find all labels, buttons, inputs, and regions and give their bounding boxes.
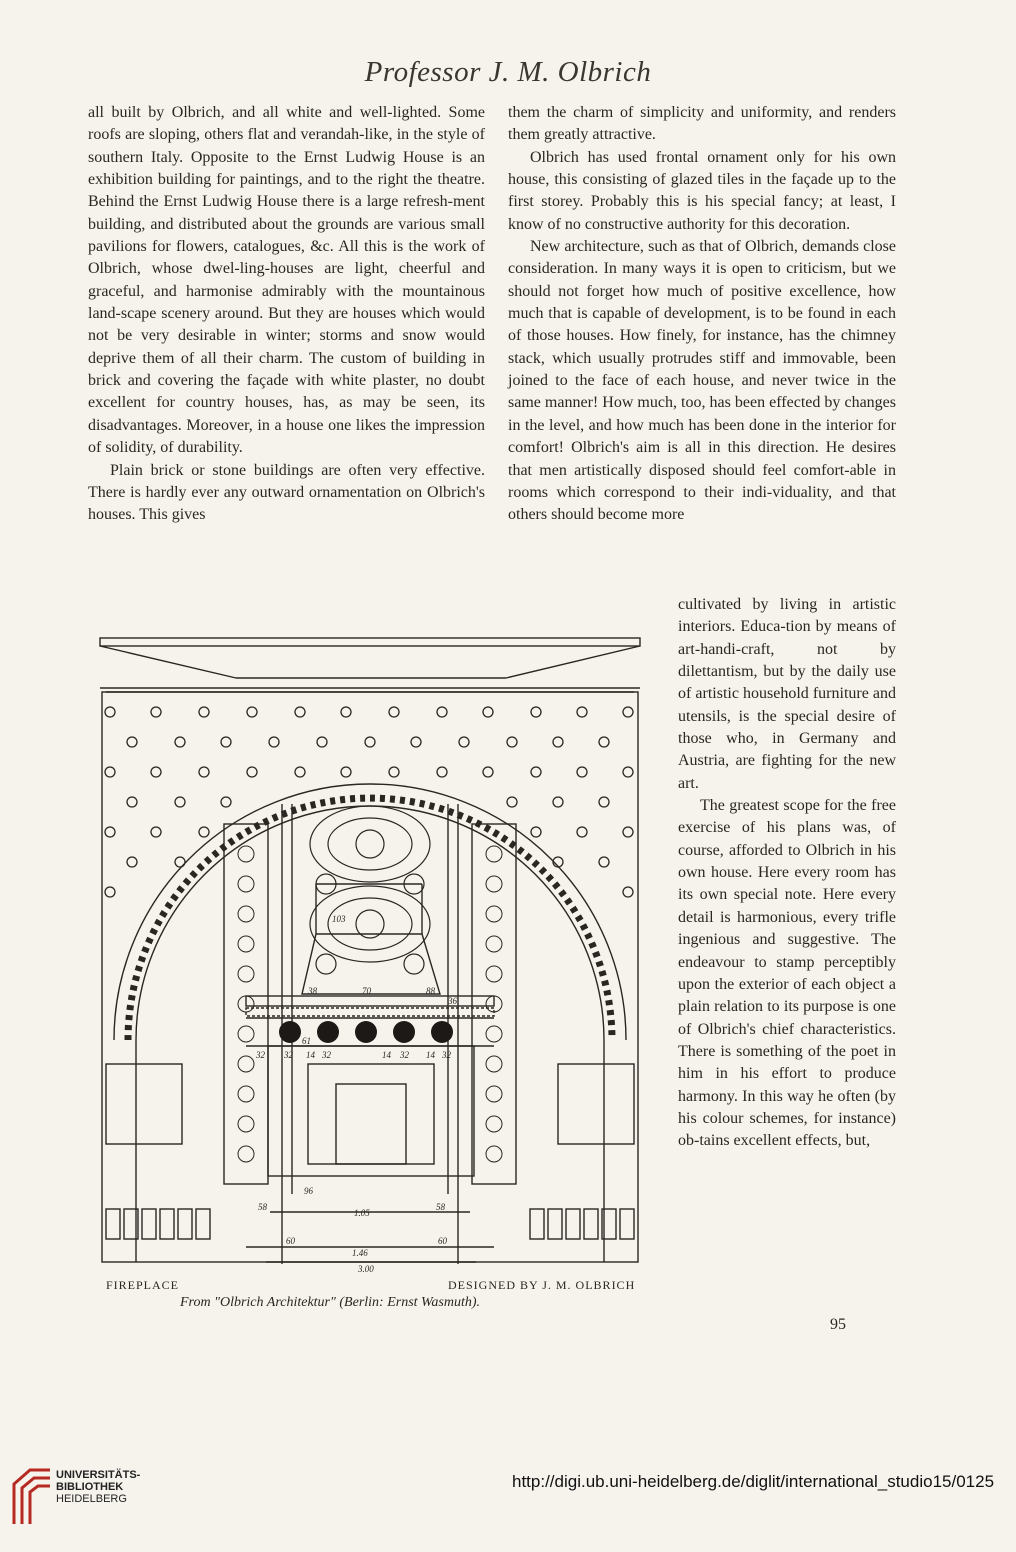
dimension-label: 32 [256,1050,265,1060]
dimension-label: 3.00 [358,1264,374,1274]
dimension-label: 103 [332,914,346,924]
dimension-label: 61 [302,1036,311,1046]
left-paragraph-2: Plain brick or stone buildings are often very effective. There is hardly ever any outward ornamentation on Olbrich's houses. This gives [88,461,485,524]
fireplace-drawing [96,634,644,1274]
dimension-label: 60 [286,1236,295,1246]
right-paragraph-2: Olbrich has used frontal ornament only for his own house, this consisting of glazed tiles in the façade up to the first storey. Probably this is his special fancy; at least, I know of no constructive authority for this decoration. [508,148,896,233]
dimension-label: 14 [382,1050,391,1060]
dimension-label: 58 [436,1202,445,1212]
page-title: Professor J. M. Olbrich [364,56,652,88]
left-column [88,102,485,527]
right-paragraph-3: New architecture, such as that of Olbrich, demands close consideration. In many ways it is open to criticism, but we should not forget how much of positive excellence, how much that is capable of development, is to be found in each of those houses. How finely, for instance, has the chimney stack, which usually protrudes stiff and immovable, been joined to the face of each house, and never twice in the same manner! How much, too, has been effected by changes in the level, and how much has been done in the interior for comfort! Olbrich's aim is all in this direction. He desires that men artistically disposed should feel comfort-able in rooms which correspond to their indi-viduality, and that others should become more [508,238,896,524]
dimension-label: 88 [426,986,435,996]
dimension-label: 32 [284,1050,293,1060]
narrow-paragraph-1: cultivated by living in artistic interiors. Educa-tion by means of art-handi-craft, not by dilettantism, but by the daily use of artistic household furniture and utensils, is the special desire of those who, in Germany and Austria, are fighting for the new art. [678,596,896,792]
dimension-label: 32 [400,1050,409,1060]
dimension-label: 32 [322,1050,331,1060]
dimension-label: 96 [304,1186,313,1196]
left-paragraph-1: all built by Olbrich, and all white and well-lighted. Some roofs are sloping, others flat and verandah-like, in the style of southern Italy. Opposite to the Ernst Ludwig House is an exhibition building for paintings, and to the right the theatre. Behind the Ernst Ludwig House there is a large refresh-ment building, and distributed about the grounds are various small pavilions for flowers, catalogues, &c. All this is the work of Olbrich, whose dwel-ling-houses are light, cheerful and graceful, and harmonise admirably with the mountainous land-scape scenery around. But they are houses which would not be very desirable in winter; storms and snow would deprive them of all their charm. The custom of building in brick and covering the façade with white plaster, no doubt excellent for country houses, has, as may be seen, its disadvantages. Moreover, in a house one likes the impression of solidity, of durability. [88,104,485,457]
library-line-2: BIBLIOTHEK [56,1481,124,1493]
dimension-label: 1.46 [352,1248,368,1258]
figure-source: From "Olbrich Architektur" (Berlin: Ernst Wasmuth). [180,1295,481,1310]
source-url[interactable]: http://digi.ub.uni-heidelberg.de/diglit/international_studio15/0125 [512,1472,995,1491]
right-column [508,102,896,527]
library-line-1: UNIVERSITÄTS- [56,1469,141,1481]
library-line-3: HEIDELBERG [56,1493,127,1505]
dimension-label: 60 [438,1236,447,1246]
dimension-label: 1.05 [354,1208,370,1218]
dimension-label: 32 [442,1050,451,1060]
narrow-paragraph-2: The greatest scope for the free exercise of his plans was, of course, afforded to Olbrich in his own house. Here every room has its own special note. Here every detail is harmonious, every trifle ingenious and suggestive. The endeavour to stamp perceptibly upon the exterior of each object a plain relation to its purpose is one of Olbrich's chief characteristics. There is something of the poet in him in his effort to produce harmony. In this way he often (by his colour schemes, for instance) ob-tains excellent effects, but, [678,797,896,1150]
dimension-label: 36 [448,996,457,1006]
dimension-label: 38 [308,986,317,996]
library-name [56,1469,140,1505]
page-number: 95 [830,1316,846,1333]
narrow-column [678,594,896,1153]
dimension-label: 58 [258,1202,267,1212]
dimension-label: 70 [362,986,371,996]
dimension-label: 14 [426,1050,435,1060]
figure-label: FIREPLACE [106,1278,180,1292]
dimension-label: 14 [306,1050,315,1060]
figure-credit: DESIGNED BY J. M. OLBRICH [448,1278,636,1292]
right-paragraph-1: them the charm of simplicity and uniformity, and renders them greatly attractive. [508,104,896,144]
